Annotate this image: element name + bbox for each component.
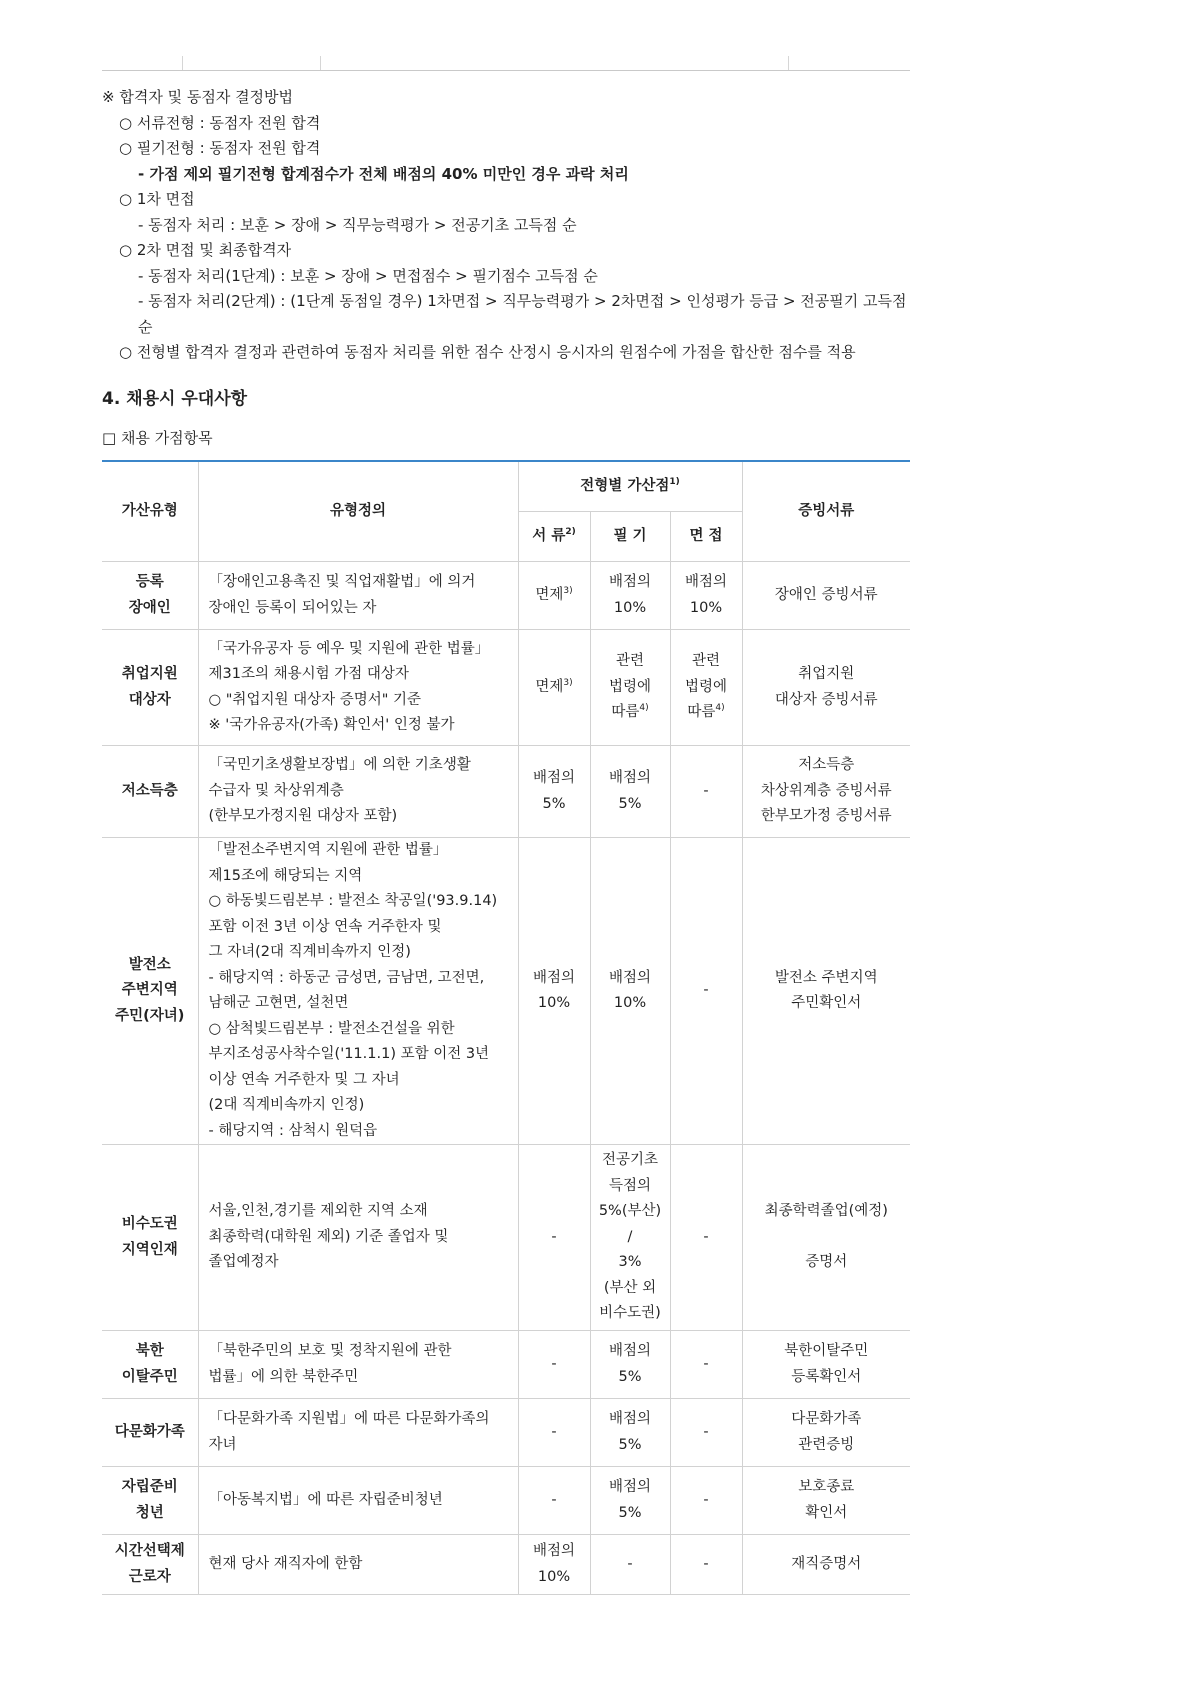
cell-doc-points-text: - (551, 1423, 557, 1440)
note-item: ○ 1차 면접 (119, 190, 195, 208)
cell-interview-points (670, 630, 742, 746)
header-doc (518, 512, 590, 562)
cell-interview-points-text: 배점의 10% (684, 574, 728, 616)
cell-definition (198, 1399, 518, 1467)
cell-doc-points-text: 배점의 10% (532, 1543, 576, 1585)
cell-evidence (742, 838, 910, 1145)
cell-written-points (590, 562, 670, 630)
cell-written-points (590, 1145, 670, 1331)
table-row (102, 630, 910, 746)
cell-written-points-text: 배점의 5% (608, 770, 652, 812)
cell-type-text: 북한 이탈주민 (121, 1343, 178, 1385)
cell-type (102, 1467, 198, 1535)
table-divider (320, 56, 321, 70)
cell-doc-points (518, 1145, 590, 1331)
cell-type-text: 자립준비 청년 (121, 1479, 178, 1521)
note-item: ○ 2차 면접 및 최종합격자 (119, 241, 292, 259)
cell-written-points-text: 관련 법령에 따름 (608, 653, 652, 721)
bonus-points-table (102, 460, 910, 1596)
cell-doc-points (518, 1467, 590, 1535)
cell-type-text: 등록 장애인 (128, 574, 171, 616)
cell-evidence-text: 최종학력졸업(예정) 증명서 (764, 1203, 888, 1271)
note-item: - 가점 제외 필기전형 합계점수가 전체 배점의 40% 미만인 경우 과락 처리 (138, 164, 629, 183)
section-title: 4. 채용시 우대사항 (102, 388, 248, 409)
header-bonus-group-text: 전형별 가산점 (580, 477, 670, 494)
table-divider (182, 56, 183, 70)
cell-evidence-text: 장애인 증빙서류 (774, 586, 878, 603)
cell-interview-points-text: 관련 법령에 따름 (684, 653, 728, 721)
table-row (102, 838, 910, 1145)
cell-doc-points (518, 1331, 590, 1399)
cell-type-text: 저소득층 (121, 782, 178, 799)
cell-written-points-text: 전공기초 득점의 5%(부산) / 3% (부산 외 비수도권) (598, 1152, 662, 1322)
cell-written-points-text: 배점의 5% (608, 1411, 652, 1453)
notes-list (102, 111, 910, 366)
cell-interview-points (670, 1535, 742, 1595)
cell-doc-points-text: 배점의 5% (532, 770, 576, 812)
cell-doc-points-text: 면제 (535, 586, 564, 603)
note-item: - 동점자 처리 : 보훈 > 장애 > 직무능력평가 > 전공기초 고득점 순 (138, 215, 577, 234)
cell-evidence-text: 발전소 주변지역 주민확인서 (774, 969, 878, 1011)
header-evidence: 증빙서류 (742, 461, 910, 562)
cell-type (102, 1331, 198, 1399)
note-item: ○ 필기전형 : 동점자 전원 합격 (119, 139, 321, 157)
cell-type-text: 다문화가족 (114, 1423, 185, 1440)
note-item: ○ 전형별 합격자 결정과 관련하여 동점자 처리를 위한 점수 산정시 응시자의 원점수에 가점을 합산한 점수를 적용 (119, 343, 856, 361)
cell-evidence-text: 다문화가족 관련증빙 (791, 1411, 862, 1453)
cell-written-points (590, 1399, 670, 1467)
cell-definition (198, 1145, 518, 1331)
cell-doc-points (518, 838, 590, 1145)
previous-table-bottom (102, 0, 910, 71)
footnote-marker: 4) (715, 703, 725, 714)
cell-type-text: 발전소 주변지역 주민(자녀) (115, 956, 185, 1024)
cell-type (102, 562, 198, 630)
cell-doc-points (518, 746, 590, 838)
cell-definition (198, 1535, 518, 1595)
cell-type-text: 시간선택제 근로자 (114, 1543, 185, 1585)
cell-interview-points (670, 1331, 742, 1399)
header-interview: 면 접 (670, 512, 742, 562)
cell-doc-points-text: - (551, 1355, 557, 1372)
cell-interview-points-text: - (703, 1491, 709, 1508)
cell-definition-text: 「북한주민의 보호 및 정착지원에 관한 법률」에 의한 북한주민 (208, 1343, 452, 1385)
cell-interview-points-text: - (703, 782, 709, 799)
cell-interview-points (670, 746, 742, 838)
cell-doc-points-text: - (551, 1491, 557, 1508)
cell-written-points-text: - (627, 1555, 633, 1572)
cell-type (102, 1535, 198, 1595)
cell-evidence-text: 북한이탈주민 등록확인서 (784, 1343, 869, 1385)
cell-interview-points (670, 1399, 742, 1467)
cell-evidence (742, 630, 910, 746)
cell-interview-points (670, 838, 742, 1145)
cell-evidence (742, 1331, 910, 1399)
cell-type (102, 1145, 198, 1331)
cell-written-points (590, 746, 670, 838)
cell-evidence (742, 562, 910, 630)
table-row (102, 1145, 910, 1331)
cell-doc-points-text: - (551, 1228, 557, 1245)
cell-written-points-text: 배점의 10% (608, 574, 652, 616)
cell-interview-points (670, 1467, 742, 1535)
cell-definition (198, 1467, 518, 1535)
cell-type (102, 630, 198, 746)
cell-interview-points-text: - (703, 1228, 709, 1245)
cell-definition-text: 서울,인천,경기를 제외한 지역 소재 최종학력(대학원 제외) 기준 졸업자 및 졸업예정자 (208, 1203, 449, 1271)
cell-evidence (742, 1145, 910, 1331)
header-bonus-group (518, 461, 742, 512)
header-type: 가산유형 (102, 461, 198, 562)
cell-type (102, 746, 198, 838)
cell-interview-points (670, 562, 742, 630)
section-subtitle: □ 채용 가점항목 (102, 428, 213, 447)
table-row (102, 1331, 910, 1399)
cell-definition-text: 「국민기초생활보장법」에 의한 기초생활 수급자 및 차상위계층 (한부모가정지원 대상자 포함) (208, 757, 471, 825)
cell-type-text: 취업지원 대상자 (121, 666, 178, 708)
cell-written-points-text: 배점의 5% (608, 1479, 652, 1521)
cell-definition (198, 746, 518, 838)
cell-evidence-text: 보호종료 확인서 (798, 1479, 855, 1521)
cell-evidence-text: 취업지원 대상자 증빙서류 (774, 666, 878, 708)
cell-evidence (742, 1399, 910, 1467)
cell-doc-points (518, 1535, 590, 1595)
cell-written-points (590, 1331, 670, 1399)
cell-written-points (590, 1467, 670, 1535)
cell-written-points-text: 배점의 5% (608, 1343, 652, 1385)
cell-definition (198, 562, 518, 630)
cell-evidence-text: 재직증명서 (791, 1555, 862, 1572)
document-page (102, 0, 910, 1595)
table-row (102, 746, 910, 838)
cell-doc-points-text: 배점의 10% (532, 969, 576, 1011)
cell-type-text: 비수도권 지역인재 (121, 1216, 178, 1258)
notes-heading: ※ 합격자 및 동점자 결정방법 (102, 88, 294, 106)
tie-break-notes (102, 85, 910, 366)
cell-interview-points-text: - (703, 1423, 709, 1440)
cell-doc-points (518, 630, 590, 746)
cell-definition (198, 1331, 518, 1399)
cell-evidence (742, 746, 910, 838)
note-item: - 동점자 처리(1단계) : 보훈 > 장애 > 면접점수 > 필기점수 고득점 순 (138, 266, 598, 285)
footnote-marker: 2) (565, 526, 576, 537)
footnote-marker: 3) (563, 677, 573, 688)
table-divider (788, 56, 789, 70)
cell-interview-points-text: - (703, 982, 709, 999)
cell-evidence-text: 저소득층 차상위계층 증빙서류 한부모가정 증빙서류 (760, 757, 892, 825)
cell-type (102, 838, 198, 1145)
header-definition: 유형정의 (198, 461, 518, 562)
table-row (102, 1399, 910, 1467)
cell-written-points (590, 838, 670, 1145)
note-item: - 동점자 처리(2단계) : (1단계 동점일 경우) 1차면접 > 직무능력평가 > 2차면접 > 인성평가 등급 > 전공필기 고득점 순 (138, 292, 907, 336)
cell-written-points (590, 1535, 670, 1595)
cell-doc-points (518, 562, 590, 630)
cell-definition-text: 「장애인고용촉진 및 직업재활법」에 의거 장애인 등록이 되어있는 자 (208, 574, 476, 616)
footnote-marker: 4) (639, 703, 649, 714)
cell-interview-points-text: - (703, 1355, 709, 1372)
cell-definition-text: 현재 당사 재직자에 한함 (208, 1555, 363, 1572)
cell-written-points (590, 630, 670, 746)
table-row (102, 1467, 910, 1535)
cell-doc-points-text: 면제 (535, 678, 564, 695)
cell-interview-points (670, 1145, 742, 1331)
cell-definition-text: 「국가유공자 등 예우 및 지원에 관한 법률」 제31조의 채용시험 가점 대상자 ○ "취업지원 대상자 증명서" 기준 ※ '국가유공자(가족) 확인서' 인정 불가 (208, 640, 490, 733)
cell-evidence (742, 1535, 910, 1595)
table-row (102, 1535, 910, 1595)
header-doc-text: 서 류 (532, 527, 566, 544)
cell-interview-points-text: - (703, 1555, 709, 1572)
cell-definition-text: 「발전소주변지역 지원에 관한 법률」 제15조에 해당되는 지역 ○ 하동빛드림본부 : 발전소 착공일('93.9.14) 포함 이전 3년 이상 연속 거주한자 및 그 자녀(2대 직계비속까지 인정) - 해당지역 : 하동군 금성면, 금남면, 고전면, 남해군 고현면, 설천면 ○ 삼척빛드림본부 : 발전소건설을 위한 부지조성공사착수일('11.1.1) 포함 이전 3년 이상 연속 거주한자 및 그 자녀 (2대 직계비속까지 인정) - 해당지역 : 삼척시 원덕읍 (208, 842, 498, 1139)
footnote-marker: 1) (669, 476, 680, 487)
footnote-marker: 3) (563, 585, 573, 596)
bonus-table-body (102, 562, 910, 1595)
header-written: 필 기 (590, 512, 670, 562)
cell-doc-points (518, 1399, 590, 1467)
note-item: ○ 서류전형 : 동점자 전원 합격 (119, 113, 321, 132)
cell-definition-text: 「아동복지법」에 따른 자립준비청년 (208, 1491, 443, 1508)
cell-evidence (742, 1467, 910, 1535)
cell-written-points-text: 배점의 10% (608, 969, 652, 1011)
cell-definition (198, 838, 518, 1145)
cell-type (102, 1399, 198, 1467)
cell-definition (198, 630, 518, 746)
cell-definition-text: 「다문화가족 지원법」에 따른 다문화가족의 자녀 (208, 1411, 490, 1453)
table-row (102, 562, 910, 630)
